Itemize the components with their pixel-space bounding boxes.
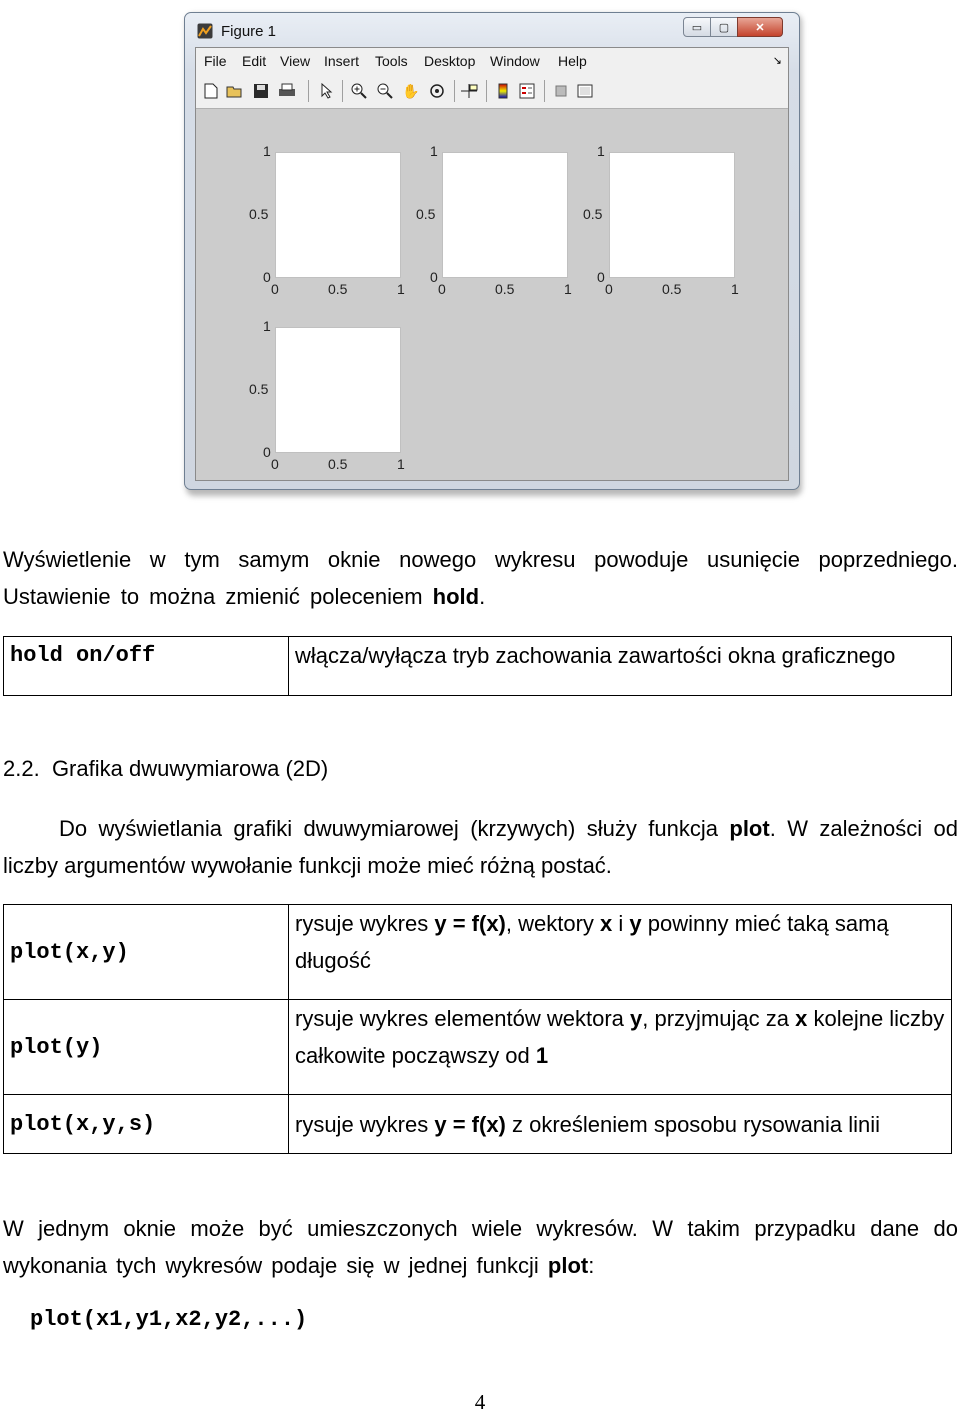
- hold-desc-cell: włącza/wyłącza tryb zachowania zawartości okna graficznego: [289, 637, 952, 696]
- plot-xys-desc: [289, 1095, 952, 1154]
- window-title: Figure 1: [221, 23, 277, 40]
- y-tick-label: 0.5: [249, 381, 269, 397]
- intro-end: .: [479, 584, 486, 609]
- toolbar-separator: [544, 80, 545, 102]
- figure-client-area: [195, 47, 789, 481]
- x-tick-label: 0: [271, 456, 279, 472]
- menu-insert[interactable]: Insert: [324, 53, 360, 69]
- menu-desktop[interactable]: Desktop: [424, 53, 476, 69]
- y-tick-label: 0: [597, 269, 605, 285]
- plot-y-desc: [289, 1000, 952, 1095]
- y-tick-label: 1: [263, 318, 271, 334]
- desc-text: powinny mieć taką samą długość: [295, 911, 889, 973]
- intro-bold-keyword: hold: [432, 584, 480, 609]
- save-icon[interactable]: [252, 82, 270, 100]
- menu-bar: [196, 48, 788, 74]
- x-tick-label: 0.5: [662, 281, 682, 297]
- legend-icon[interactable]: [518, 82, 536, 100]
- colorbar-icon[interactable]: [494, 82, 512, 100]
- desc-bold: y = f(x): [434, 911, 506, 936]
- x-tick-label: 0.5: [328, 281, 348, 297]
- toolbar-separator: [486, 80, 487, 102]
- desc-bold: y = f(x): [434, 1111, 506, 1137]
- x-tick-label: 1: [397, 281, 405, 297]
- title-bar[interactable]: [185, 13, 799, 47]
- pointer-icon[interactable]: [318, 82, 336, 100]
- desc-bold: y: [630, 1006, 643, 1031]
- desc-text: z określeniem sposobu rysowania linii: [505, 1111, 881, 1137]
- multi-plot-paragraph: [3, 1210, 958, 1284]
- section-title: Grafika dwuwymiarowa (2D): [51, 756, 329, 781]
- desc-text: rysuje wykres: [295, 1111, 435, 1137]
- x-tick-label: 1: [731, 281, 739, 297]
- desc-bold: x: [600, 911, 613, 936]
- y-tick-label: 0: [263, 269, 271, 285]
- section-intro-bold: plot: [729, 816, 770, 841]
- hold-code-cell: hold on/off: [4, 637, 289, 696]
- menu-view[interactable]: View: [280, 53, 311, 69]
- y-tick-label: 0.5: [583, 206, 603, 222]
- hide-plot-tools-icon[interactable]: [552, 82, 570, 100]
- multi-text: W jednym oknie może być umieszczonych wiele wykresów. W takim przypadku dane do wykonania tych wykresów podaje się w jednej funkcji: [3, 1216, 958, 1278]
- section-intro-text-b: . W zależności od liczby argumentów wywołanie funkcji może mieć różną postać.: [3, 816, 958, 878]
- desc-bold: x: [795, 1006, 808, 1031]
- desc-text: i: [612, 911, 630, 936]
- intro-text: Wyświetlenie w tym samym oknie nowego wykresu powoduje usunięcie poprzedniego. Ustawienie to można zmienić poleceniem: [3, 547, 958, 609]
- desc-bold: 1: [535, 1043, 549, 1068]
- code-example: plot(x1,y1,x2,y2,...): [30, 1307, 308, 1332]
- figure-toolbar: [196, 74, 788, 109]
- intro-paragraph: [3, 541, 958, 615]
- maximize-button[interactable]: ▢: [710, 17, 738, 37]
- plot-area: [196, 109, 788, 480]
- table-row: [4, 637, 952, 696]
- y-tick-label: 1: [263, 143, 271, 159]
- menu-edit[interactable]: Edit: [242, 53, 267, 69]
- desc-text: , wektory: [505, 911, 601, 936]
- desc-text: rysuje wykres: [295, 911, 435, 936]
- rotate-icon[interactable]: [428, 82, 446, 100]
- section-intro-paragraph: [3, 810, 958, 884]
- x-tick-label: 0.5: [328, 456, 348, 472]
- subplot-axes[interactable]: [609, 152, 735, 278]
- x-tick-label: 0: [605, 281, 613, 297]
- desc-text: , przyjmując za: [642, 1006, 796, 1031]
- table-row: [4, 1000, 952, 1095]
- y-tick-label: 1: [430, 143, 438, 159]
- table-row: [4, 905, 952, 1000]
- x-tick-label: 1: [397, 456, 405, 472]
- figure-window: [184, 12, 800, 490]
- menu-window[interactable]: Window: [490, 53, 540, 69]
- menu-file[interactable]: File: [204, 53, 227, 69]
- section-heading: [3, 756, 328, 782]
- toolbar-separator: [308, 80, 309, 102]
- close-button[interactable]: ✕: [737, 17, 783, 37]
- open-icon[interactable]: [226, 82, 244, 100]
- x-tick-label: 0: [271, 281, 279, 297]
- show-plot-tools-icon[interactable]: [576, 82, 594, 100]
- multi-bold: plot: [547, 1253, 589, 1278]
- pan-icon[interactable]: ✋: [402, 82, 420, 99]
- dock-arrow-icon[interactable]: ↘: [772, 55, 782, 67]
- data-cursor-icon[interactable]: [460, 82, 478, 100]
- x-tick-label: 0.5: [495, 281, 515, 297]
- desc-bold: y: [629, 911, 642, 936]
- plot-xy-code: plot(x,y): [4, 905, 289, 1000]
- y-tick-label: 1: [597, 143, 605, 159]
- menu-help[interactable]: Help: [558, 53, 587, 69]
- minimize-button[interactable]: ▭: [683, 17, 711, 37]
- menu-tools[interactable]: Tools: [375, 53, 408, 69]
- multi-end: :: [588, 1253, 595, 1278]
- x-tick-label: 1: [564, 281, 572, 297]
- section-intro-text-a: Do wyświetlania grafiki dwuwymiarowej (krzywych) służy funkcja: [59, 816, 730, 841]
- matlab-figure-icon: [197, 23, 213, 39]
- plot-y-code: plot(y): [4, 1000, 289, 1095]
- table-row: [4, 1095, 952, 1154]
- subplot-axes[interactable]: [275, 327, 401, 453]
- plot-xy-desc: [289, 905, 952, 1000]
- x-tick-label: 0: [438, 281, 446, 297]
- y-tick-label: 0.5: [249, 206, 269, 222]
- y-tick-label: 0: [263, 444, 271, 460]
- zoom-out-icon[interactable]: [376, 82, 394, 100]
- plot-xys-code: plot(x,y,s): [4, 1095, 289, 1154]
- new-figure-icon[interactable]: [202, 82, 220, 100]
- page-number: 4: [474, 1390, 486, 1414]
- desc-text: kolejne liczby całkowite począwszy od: [295, 1006, 945, 1068]
- toolbar-separator: [454, 80, 455, 102]
- subplot-axes[interactable]: [442, 152, 568, 278]
- print-icon[interactable]: [278, 82, 296, 100]
- hold-table: [3, 636, 952, 696]
- section-number: 2.2.: [3, 756, 40, 781]
- subplot-axes[interactable]: [275, 152, 401, 278]
- zoom-in-icon[interactable]: [350, 82, 368, 100]
- y-tick-label: 0.5: [416, 206, 436, 222]
- desc-text: rysuje wykres elementów wektora: [295, 1006, 631, 1031]
- toolbar-separator: [342, 80, 343, 102]
- y-tick-label: 0: [430, 269, 438, 285]
- plot-table: [3, 904, 952, 1154]
